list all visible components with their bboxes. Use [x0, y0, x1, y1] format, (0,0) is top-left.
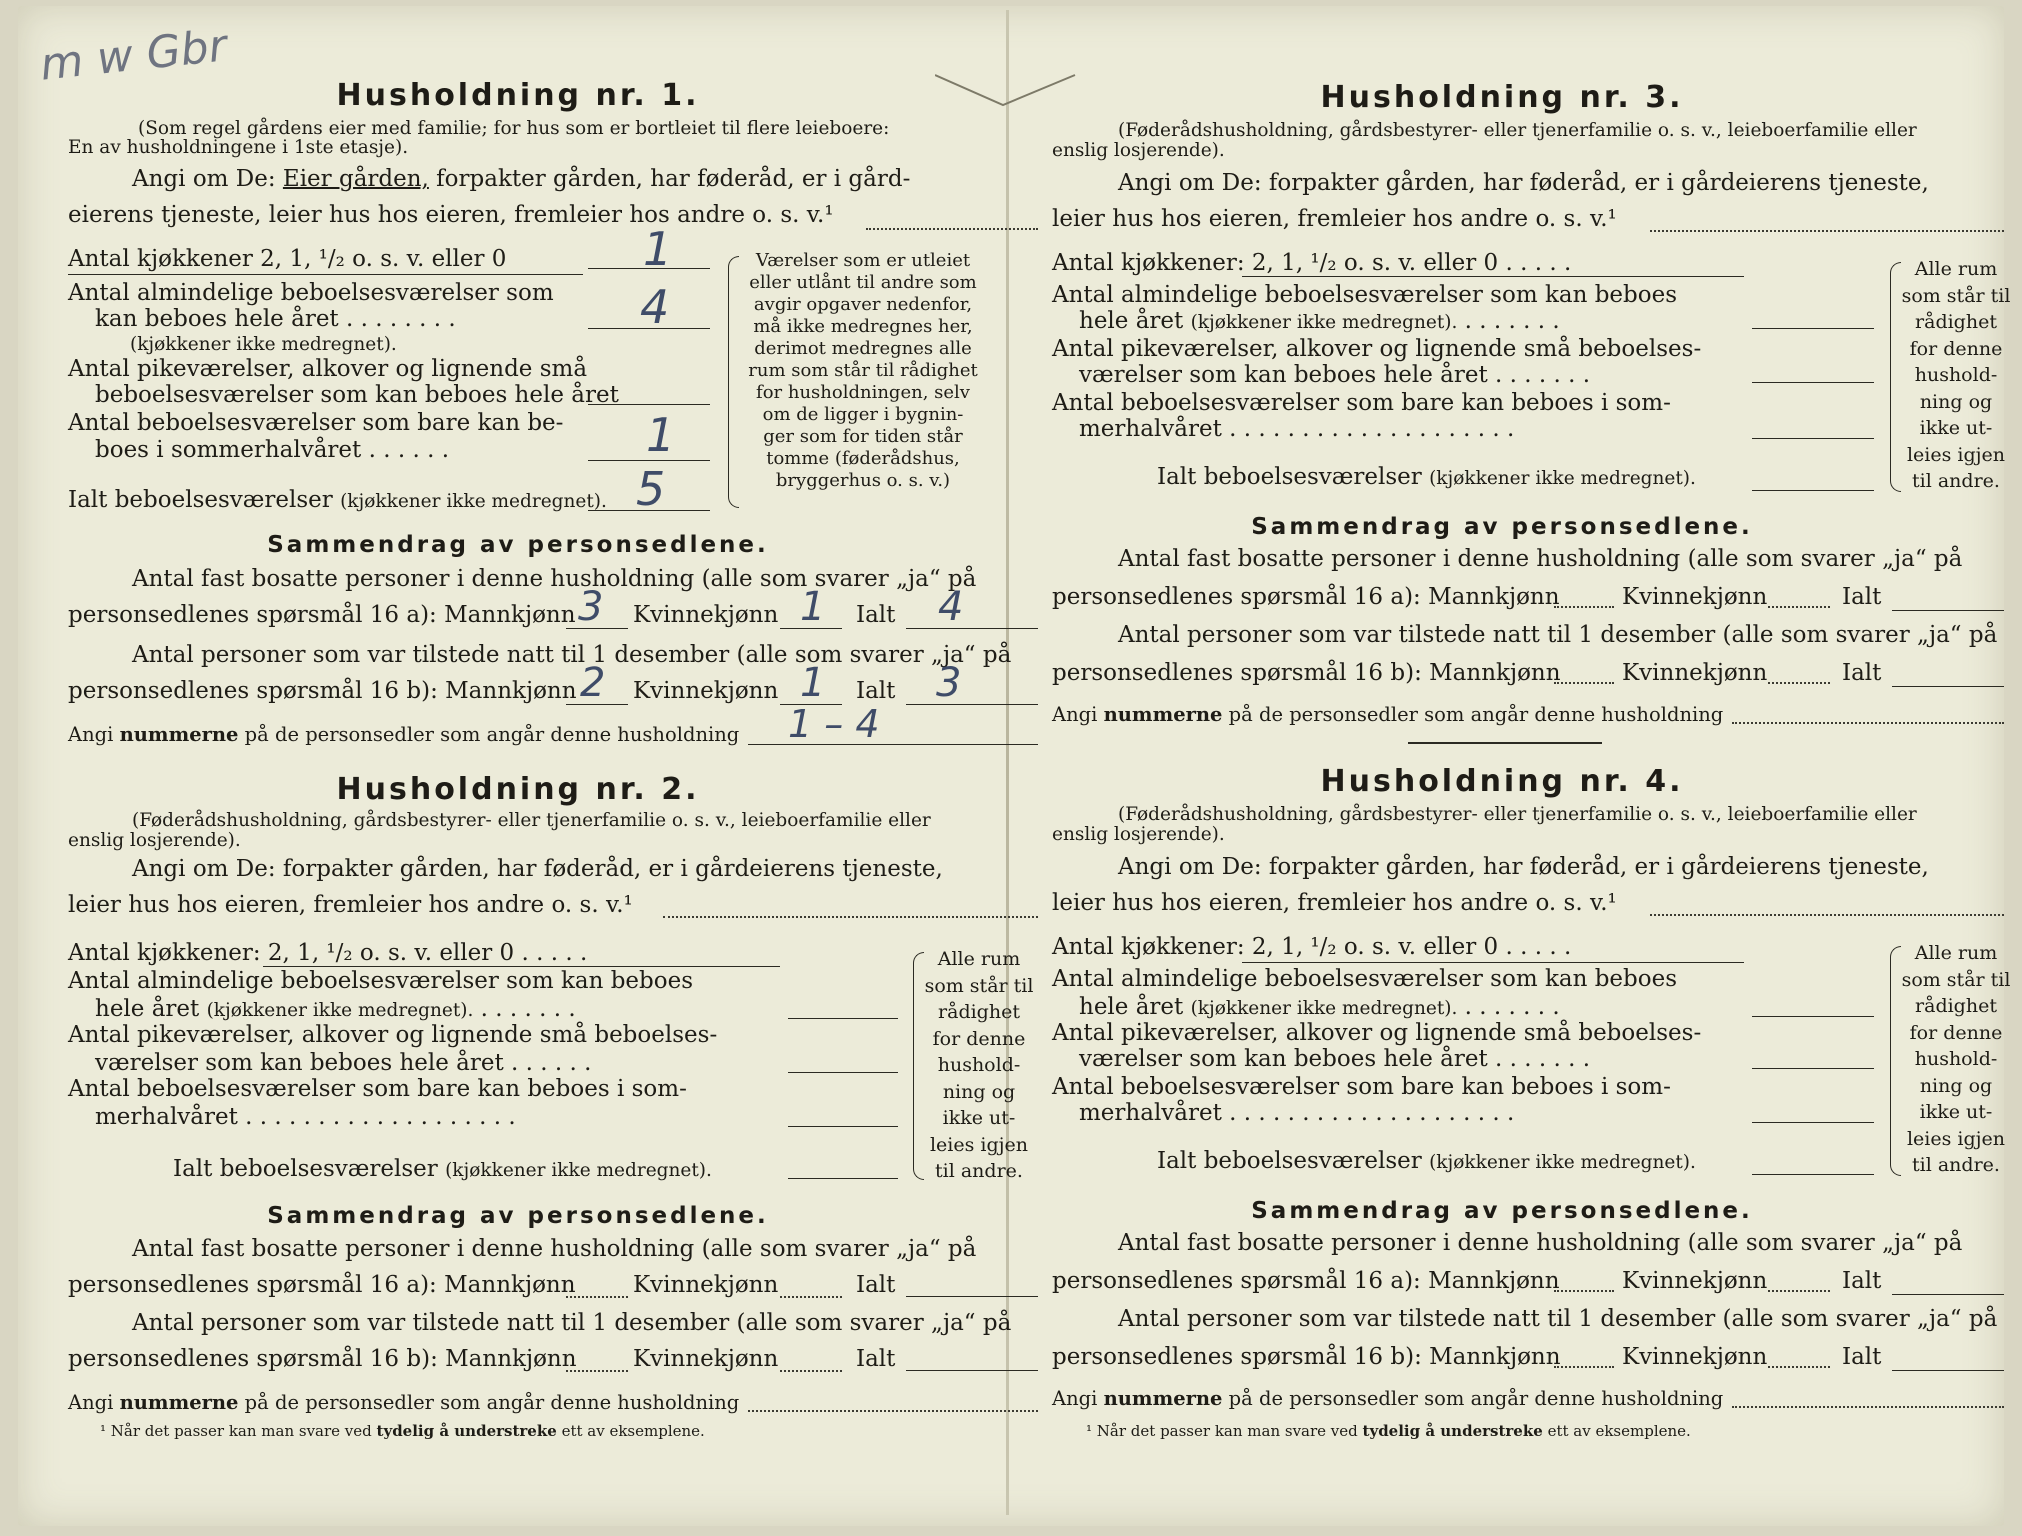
h4-side-note-line: ikke ut-: [1919, 1101, 1993, 1123]
right-page: [1052, 0, 2012, 1500]
h4-side-note-line: som står til: [1901, 968, 2011, 991]
h2-side-note: [920, 946, 1038, 1185]
h3-tilst-total-line[interactable]: [1892, 686, 2004, 687]
h3-note-1: (Føderådshusholdning, gårdsbestyrer- eller tjenerfamilie o. s. v., leieboerfamilie eller: [1118, 120, 1917, 141]
h3-fast-male-line[interactable]: [1554, 606, 1614, 608]
h3-small-rooms-answer-line[interactable]: [1752, 382, 1874, 383]
h2-note-2: enslig losjerende).: [68, 830, 241, 851]
h2-angi-answer-line[interactable]: [663, 916, 1038, 918]
h2-side-note-line: som står til: [924, 974, 1034, 997]
h1-nummer-value: 1 – 4: [788, 702, 880, 746]
h4-summer-label-2: merhalvåret . . . . . . . . . . . . . . . . . . . .: [1079, 1100, 1515, 1126]
h4-tilst-total-label: Ialt: [1842, 1344, 1882, 1370]
footnote-left: ¹ Når det passer kan man svare ved tydelig å understreke ett av eksemplene.: [100, 1422, 705, 1440]
h3-small-rooms-label-1: Antal pikeværelser, alkover og lignende små beboelses-: [1052, 336, 1702, 362]
h4-tilst-line-1: Antal personer som var tilstede natt til 1 desember (alle som svarer „ja“ på: [1118, 1306, 1998, 1332]
h3-side-note: [1897, 256, 2015, 495]
h1-summer-value: 1: [646, 408, 676, 462]
h4-small-rooms-label-1: Antal pikeværelser, alkover og lignende små beboelses-: [1052, 1020, 1702, 1046]
h3-kitchens-rule: [1242, 276, 1744, 277]
h1-summary-title: Sammendrag av personsedlene.: [267, 532, 769, 558]
left-page: [68, 0, 1034, 1500]
h2-tilst-total-line[interactable]: [906, 1370, 1038, 1371]
h4-side-note-line: Alle rum: [1914, 942, 1998, 964]
h4-note-1: (Føderådshusholdning, gårdsbestyrer- eller tjenerfamilie o. s. v., leieboerfamilie eller: [1118, 804, 1917, 825]
h2-total-answer-line[interactable]: [788, 1178, 898, 1179]
h3-fast-line-1: Antal fast bosatte personer i denne husholdning (alle som svarer „ja“ på: [1118, 546, 1963, 572]
h1-fast-female-value: 1: [800, 584, 826, 630]
h4-total-answer-line[interactable]: [1752, 1174, 1874, 1175]
h3-tilst-line-2: personsedlenes spørsmål 16 b): Mannkjønn: [1052, 660, 1561, 686]
h4-fast-total-label: Ialt: [1842, 1268, 1882, 1294]
h1-tilst-total-label: Ialt: [856, 678, 896, 704]
h3-total-answer-line[interactable]: [1752, 490, 1874, 491]
h2-fast-female-line[interactable]: [780, 1296, 842, 1298]
h1-side-note-line: derimot medregnes alle: [754, 338, 972, 359]
h1-angi-line-2: eierens tjeneste, leier hus hos eieren, fremleier hos andre o. s. v.¹: [68, 202, 834, 228]
h1-side-note-line: eller utlånt til andre som: [749, 272, 977, 293]
h3-side-note-line: ikke ut-: [1919, 417, 1993, 439]
h3-angi-answer-line[interactable]: [1650, 230, 2004, 232]
h1-fast-female-label: Kvinnekjønn: [633, 602, 779, 628]
h1-rooms-label-2: kan beboes hele året . . . . . . . .: [95, 306, 456, 332]
h2-note-1: (Føderådshusholdning, gårdsbestyrer- eller tjenerfamilie o. s. v., leieboerfamilie eller: [132, 810, 931, 831]
h3-note-2: enslig losjerende).: [1052, 140, 1225, 161]
h2-summer-answer-line[interactable]: [788, 1126, 898, 1127]
h2-summary-title: Sammendrag av personsedlene.: [267, 1203, 769, 1229]
h4-side-note: [1897, 940, 2015, 1179]
h2-fast-line-1: Antal fast bosatte personer i denne husholdning (alle som svarer „ja“ på: [132, 1236, 977, 1262]
h2-summer-label-1: Antal beboelsesværelser som bare kan beboes i som-: [68, 1076, 687, 1102]
h1-side-note: [743, 250, 983, 492]
h3-side-note-line: leies igjen: [1906, 443, 2006, 466]
h2-angi-line-2: leier hus hos eieren, fremleier hos andre o. s. v.¹: [68, 892, 633, 918]
h3-summer-label-1: Antal beboelsesværelser som bare kan beboes i som-: [1052, 390, 1671, 416]
h4-note-2: enslig losjerende).: [1052, 824, 1225, 845]
h1-fast-total-value: 4: [938, 584, 964, 630]
h1-small-rooms-answer-line[interactable]: [588, 404, 710, 405]
h1-side-note-line: om de ligger i bygnin-: [762, 404, 964, 425]
h1-brace: [728, 256, 739, 508]
h3-rooms-answer-line[interactable]: [1752, 328, 1874, 329]
h4-title: Husholdning nr. 4.: [1320, 764, 1684, 799]
h1-summer-label-2: boes i sommerhalvåret . . . . . .: [95, 437, 450, 463]
h4-fast-total-line[interactable]: [1892, 1294, 2004, 1295]
h2-rooms-label-2: hele året (kjøkkener ikke medregnet). . . . . . . .: [95, 996, 576, 1022]
h1-angi-pre: Angi om De:: [132, 166, 276, 192]
h4-fast-line-1: Antal fast bosatte personer i denne husholdning (alle som svarer „ja“ på: [1118, 1230, 1963, 1256]
h2-kitchens-rule: [263, 966, 780, 967]
h2-nummer-line[interactable]: [748, 1410, 1038, 1412]
h4-fast-line-2: personsedlenes spørsmål 16 a): Mannkjønn: [1052, 1268, 1560, 1294]
h1-tilst-line-1: Antal personer som var tilstede natt til 1 desember (alle som svarer „ja“ på: [132, 642, 1012, 668]
h1-title: Husholdning nr. 1.: [336, 78, 700, 113]
h1-fast-male-value: 3: [578, 584, 604, 630]
h4-side-note-line: hushold-: [1914, 1048, 1998, 1070]
h1-angi-rest: forpakter gården, har føderåd, er i gård-: [436, 166, 911, 192]
h1-fast-total-label: Ialt: [856, 602, 896, 628]
h1-side-note-line: må ikke medregnes her,: [753, 316, 973, 337]
h3-side-note-line: for denne: [1909, 337, 2003, 360]
h1-summer-label-1: Antal beboelsesværelser som bare kan be-: [68, 410, 564, 436]
h3-title: Husholdning nr. 3.: [1320, 80, 1684, 115]
h3-side-note-line: som står til: [1901, 284, 2011, 307]
h4-rooms-answer-line[interactable]: [1752, 1016, 1874, 1017]
h2-side-note-line: for denne: [932, 1027, 1026, 1050]
h3-side-note-line: til andre.: [1912, 470, 2000, 492]
h3-fast-female-line[interactable]: [1768, 606, 1830, 608]
h3-side-note-line: hushold-: [1914, 364, 1998, 386]
h2-fast-female-label: Kvinnekjønn: [633, 1272, 779, 1298]
h3-summer-answer-line[interactable]: [1752, 438, 1874, 439]
h4-small-rooms-answer-line[interactable]: [1752, 1068, 1874, 1069]
h2-rooms-answer-line[interactable]: [788, 1018, 898, 1019]
h3-summer-label-2: merhalvåret . . . . . . . . . . . . . . . . . . . .: [1079, 416, 1515, 442]
h1-side-note-line: for husholdningen, selv: [756, 382, 970, 403]
h1-side-note-line: avgir opgaver nedenfor,: [753, 294, 973, 315]
h3-tilst-female-line[interactable]: [1768, 682, 1830, 684]
h1-fast-total-line[interactable]: [906, 628, 1038, 629]
h3-summary-title: Sammendrag av personsedlene.: [1251, 514, 1753, 540]
h4-summary-title: Sammendrag av personsedlene.: [1251, 1198, 1753, 1224]
h4-rooms-label-2: hele året (kjøkkener ikke medregnet). . . . . . . .: [1079, 994, 1560, 1020]
h3-angi-line-2: leier hus hos eieren, fremleier hos andre o. s. v.¹: [1052, 206, 1617, 232]
h4-small-rooms-label-2: værelser som kan beboes hele året . . . . . . .: [1079, 1046, 1591, 1072]
h4-kitchens-label: Antal kjøkkener: 2, 1, ¹/₂ o. s. v. eller 0 . . . . .: [1052, 934, 1572, 960]
h1-angi-underlined: Eier gården,: [282, 166, 429, 192]
h1-small-rooms-label-2: beboelsesværelser som kan beboes hele året: [95, 382, 619, 408]
h3-fast-female-label: Kvinnekjønn: [1622, 584, 1768, 610]
h4-fast-male-line[interactable]: [1554, 1290, 1614, 1292]
h1-tilst-male-value: 2: [580, 660, 606, 706]
h2-nummer-label: Angi nummerne på de personsedler som angår denne husholdning: [68, 1391, 740, 1414]
h2-tilst-line-1: Antal personer som var tilstede natt til 1 desember (alle som svarer „ja“ på: [132, 1310, 1012, 1336]
h4-side-note-line: leies igjen: [1906, 1127, 2006, 1150]
h1-total-label: Ialt beboelsesværelser (kjøkkener ikke medregnet).: [68, 487, 607, 513]
h2-tilst-female-line[interactable]: [780, 1370, 842, 1372]
h3-fast-line-2: personsedlenes spørsmål 16 a): Mannkjønn: [1052, 584, 1560, 610]
h1-fast-line-1: Antal fast bosatte personer i denne husholdning (alle som svarer „ja“ på: [132, 566, 977, 592]
h1-small-rooms-label-1: Antal pikeværelser, alkover og lignende små: [68, 356, 588, 382]
h4-angi-line-2: leier hus hos eieren, fremleier hos andre o. s. v.¹: [1052, 890, 1617, 916]
h2-angi-line-1: Angi om De: forpakter gården, har føderåd, er i gårdeierens tjeneste,: [132, 856, 943, 882]
h3-rooms-label-2: hele året (kjøkkener ikke medregnet). . . . . . . .: [1079, 308, 1560, 334]
h1-side-note-line: tomme (føderådshus,: [766, 448, 960, 469]
h2-side-note-line: rådighet: [938, 1001, 1020, 1023]
h4-rooms-label-1: Antal almindelige beboelsesværelser som kan beboes: [1052, 966, 1678, 992]
h1-tilst-line-2: personsedlenes spørsmål 16 b): Mannkjønn: [68, 678, 577, 704]
h2-tilst-male-line[interactable]: [566, 1370, 628, 1372]
h3-side-note-line: ning og: [1919, 390, 1993, 413]
h3-total-label: Ialt beboelsesværelser (kjøkkener ikke medregnet).: [1157, 464, 1696, 490]
h2-fast-male-line[interactable]: [566, 1296, 628, 1298]
h1-side-note-line: rum som står til rådighet: [748, 360, 978, 381]
footnote-right: ¹ Når det passer kan man svare ved tydelig å understreke ett av eksemplene.: [1086, 1422, 1691, 1440]
h2-small-rooms-label-2: værelser som kan beboes hele året . . . . . .: [95, 1050, 592, 1076]
h1-tilst-total-value: 3: [936, 660, 962, 706]
h4-total-label: Ialt beboelsesværelser (kjøkkener ikke medregnet).: [1157, 1148, 1696, 1174]
h1-side-note-line: bryggerhus o. s. v.): [775, 470, 951, 491]
h2-side-note-line: Alle rum: [937, 948, 1021, 970]
h2-side-note-line: leies igjen: [929, 1133, 1029, 1156]
h3-angi-line-1: Angi om De: forpakter gården, har føderåd, er i gårdeierens tjeneste,: [1118, 170, 1929, 196]
h1-nummer-label: Angi nummerne på de personsedler som angår denne husholdning: [68, 723, 740, 746]
h4-summer-label-1: Antal beboelsesværelser som bare kan beboes i som-: [1052, 1074, 1671, 1100]
h3-tilst-female-label: Kvinnekjønn: [1622, 660, 1768, 686]
h2-tilst-total-label: Ialt: [856, 1346, 896, 1372]
h4-angi-line-1: Angi om De: forpakter gården, har føderåd, er i gårdeierens tjeneste,: [1118, 854, 1929, 880]
h1-kitchens-label: Antal kjøkkener 2, 1, ¹/₂ o. s. v. eller 0: [68, 246, 507, 272]
h3-side-note-line: Alle rum: [1914, 258, 1998, 280]
section-separator: [1408, 742, 1602, 744]
h1-side-note-line: Værelser som er utleiet: [755, 250, 971, 271]
h2-fast-line-2: personsedlenes spørsmål 16 a): Mannkjønn: [68, 1272, 576, 1298]
h2-side-note-line: til andre.: [935, 1160, 1023, 1182]
handwritten-corner-note: m w Gbr: [37, 20, 230, 91]
h3-fast-total-label: Ialt: [1842, 584, 1882, 610]
h4-nummer-label: Angi nummerne på de personsedler som angår denne husholdning: [1052, 1387, 1724, 1410]
h2-rooms-label-1: Antal almindelige beboelsesværelser som kan beboes: [68, 968, 694, 994]
h3-small-rooms-label-2: værelser som kan beboes hele året . . . . . . .: [1079, 362, 1591, 388]
h2-fast-total-line[interactable]: [906, 1296, 1038, 1297]
h2-tilst-line-2: personsedlenes spørsmål 16 b): Mannkjønn: [68, 1346, 577, 1372]
h2-tilst-female-label: Kvinnekjønn: [633, 1346, 779, 1372]
h1-kitchens-value: 1: [643, 222, 673, 276]
h3-nummer-line[interactable]: [1732, 722, 2004, 724]
h2-total-label: Ialt beboelsesværelser (kjøkkener ikke medregnet).: [173, 1156, 712, 1182]
h4-tilst-female-line[interactable]: [1768, 1366, 1830, 1368]
h1-note-1: (Som regel gårdens eier med familie; for hus som er bortleiet til flere leieboere:: [138, 118, 890, 139]
h2-side-note-line: ikke ut-: [942, 1107, 1016, 1129]
h3-tilst-total-label: Ialt: [1842, 660, 1882, 686]
h1-tilst-total-line[interactable]: [906, 704, 1038, 705]
h4-side-note-line: rådighet: [1915, 995, 1997, 1017]
h4-tilst-female-label: Kvinnekjønn: [1622, 1344, 1768, 1370]
h4-fast-female-line[interactable]: [1768, 1290, 1830, 1292]
h1-rooms-value: 4: [640, 280, 670, 334]
h4-side-note-line: til andre.: [1912, 1154, 2000, 1176]
h1-note-2: En av husholdningene i 1ste etasje).: [68, 137, 409, 158]
h2-kitchens-label: Antal kjøkkener: 2, 1, ¹/₂ o. s. v. eller 0 . . . . .: [68, 940, 588, 966]
h1-total-value: 5: [636, 462, 666, 516]
h3-tilst-line-1: Antal personer som var tilstede natt til 1 desember (alle som svarer „ja“ på: [1118, 622, 1998, 648]
h4-side-note-line: for denne: [1909, 1021, 2003, 1044]
h1-rooms-label-3: (kjøkkener ikke medregnet).: [130, 334, 397, 355]
h3-kitchens-label: Antal kjøkkener: 2, 1, ¹/₂ o. s. v. eller 0 . . . . .: [1052, 250, 1572, 276]
h2-small-rooms-label-1: Antal pikeværelser, alkover og lignende små beboelses-: [68, 1022, 718, 1048]
h4-angi-answer-line[interactable]: [1650, 914, 2004, 916]
h2-side-note-line: ning og: [942, 1080, 1016, 1103]
h3-side-note-line: rådighet: [1915, 311, 1997, 333]
h2-title: Husholdning nr. 2.: [336, 772, 700, 807]
h4-tilst-line-2: personsedlenes spørsmål 16 b): Mannkjønn: [1052, 1344, 1561, 1370]
h1-rooms-label-1: Antal almindelige beboelsesværelser som: [68, 280, 554, 306]
h1-tilst-female-label: Kvinnekjønn: [633, 678, 779, 704]
h2-fast-total-label: Ialt: [856, 1272, 896, 1298]
h3-nummer-label: Angi nummerne på de personsedler som angår denne husholdning: [1052, 703, 1724, 726]
h1-angi-answer-line[interactable]: [866, 228, 1038, 230]
h4-tilst-total-line[interactable]: [1892, 1370, 2004, 1371]
h1-kitchens-rule: [68, 274, 583, 275]
h2-small-rooms-answer-line[interactable]: [788, 1072, 898, 1073]
h1-fast-line-2: personsedlenes spørsmål 16 a): Mannkjønn: [68, 602, 576, 628]
h3-fast-total-line[interactable]: [1892, 610, 2004, 611]
h1-angi-line-1: [132, 166, 910, 192]
h2-summer-label-2: merhalvåret . . . . . . . . . . . . . . . . . . .: [95, 1104, 516, 1130]
h4-side-note-line: ning og: [1919, 1074, 1993, 1097]
h1-tilst-female-value: 1: [800, 660, 826, 706]
h4-kitchens-rule: [1242, 962, 1744, 963]
h4-fast-female-label: Kvinnekjønn: [1622, 1268, 1768, 1294]
h4-nummer-line[interactable]: [1732, 1406, 2004, 1408]
h3-tilst-male-line[interactable]: [1554, 682, 1614, 684]
h4-summer-answer-line[interactable]: [1752, 1122, 1874, 1123]
h3-rooms-label-1: Antal almindelige beboelsesværelser som kan beboes: [1052, 282, 1678, 308]
h1-side-note-line: ger som for tiden står: [763, 426, 963, 447]
h2-side-note-line: hushold-: [937, 1054, 1021, 1076]
h4-tilst-male-line[interactable]: [1554, 1366, 1614, 1368]
